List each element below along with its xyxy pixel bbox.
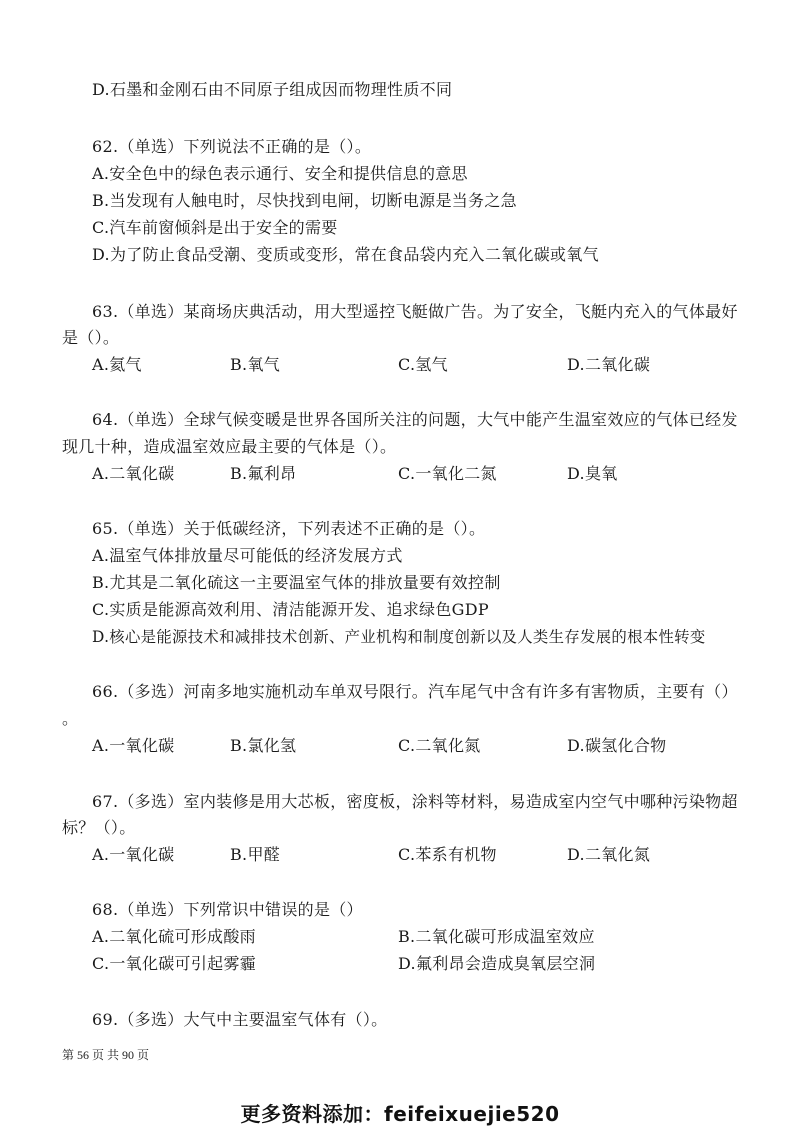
question-66-stem-line1: 66.（多选）河南多地实施机动车单双号限行。汽车尾气中含有许多有害物质，主要有（） (92, 682, 738, 701)
question-68-option-a: A.二氧化硫可形成酸雨 (92, 927, 256, 946)
question-68-stem: 68.（单选）下列常识中错误的是（） (92, 900, 363, 919)
question-62-option-a: A.安全色中的绿色表示通行、安全和提供信息的意思 (92, 164, 468, 183)
question-63-stem-line1: 63.（单选）某商场庆典活动，用大型遥控飞艇做广告。为了安全，飞艇内充入的气体最好 (92, 302, 738, 321)
question-67-stem-line1: 67.（多选）室内装修是用大芯板，密度板，涂料等材料，易造成室内空气中哪种污染物超 (92, 792, 738, 811)
question-67-option-d: D.二氧化氮 (567, 845, 651, 864)
question-64-option-c: C.一氧化二氮 (398, 464, 497, 483)
question-66-option-c: C.二氧化氮 (398, 736, 481, 755)
question-66-option-b: B.氯化氢 (230, 736, 297, 755)
question-64-option-d: D.臭氧 (567, 464, 618, 483)
question-68-option-c: C.一氧化碳可引起雾霾 (92, 954, 257, 973)
question-68-option-d: D.氟利昂会造成臭氧层空洞 (398, 954, 596, 973)
question-67-stem-line2: 标？（）。 (62, 818, 136, 837)
question-65-option-c: C.实质是能源高效利用、清洁能源开发、追求绿色GDP (92, 600, 489, 619)
question-65-option-b: B.尤其是二氧化硫这一主要温室气体的排放量要有效控制 (92, 573, 501, 592)
question-65-stem: 65.（单选）关于低碳经济，下列表述不正确的是（）。 (92, 519, 486, 538)
question-62-option-d: D.为了防止食品受潮、变质或变形，常在食品袋内充入二氧化碳或氧气 (92, 245, 599, 264)
prev-question-option-d: D.石墨和金刚石由不同原子组成因而物理性质不同 (92, 80, 453, 99)
question-64-stem-line2: 现几十种，造成温室效应最主要的气体是（）。 (62, 437, 397, 456)
question-67-option-a: A.一氧化碳 (92, 845, 175, 864)
contact-watermark: 更多资料添加：feifeixuejie520 (240, 1102, 560, 1126)
question-66-option-a: A.一氧化碳 (92, 736, 175, 755)
question-63-option-a: A.氦气 (92, 355, 142, 374)
question-66-option-d: D.碳氢化合物 (567, 736, 667, 755)
question-69-stem: 69.（多选）大气中主要温室气体有（）。 (92, 1010, 388, 1029)
question-62-option-c: C.汽车前窗倾斜是出于安全的需要 (92, 218, 338, 237)
question-64-stem-line1: 64.（单选）全球气候变暖是世界各国所关注的问题，大气中能产生温室效应的气体已经发 (92, 410, 738, 429)
question-68-option-b: B.二氧化碳可形成温室效应 (398, 927, 595, 946)
question-64-option-a: A.二氧化碳 (92, 464, 175, 483)
question-65-option-d: D.核心是能源技术和减排技术创新、产业机构和制度创新以及人类生存发展的根本性转变 (92, 628, 706, 646)
question-62-option-b: B.当发现有人触电时，尽快找到电闸，切断电源是当务之急 (92, 191, 517, 210)
question-66-stem-line2: 。 (62, 709, 79, 728)
question-63-option-b: B.氧气 (230, 355, 281, 374)
question-65-option-a: A.温室气体排放量尽可能低的经济发展方式 (92, 546, 403, 565)
page-number-footer: 第 56 页 共 90 页 (62, 1048, 150, 1062)
question-62-stem: 62.（单选）下列说法不正确的是（）。 (92, 137, 372, 156)
question-64-option-b: B.氟利昂 (230, 464, 297, 483)
question-63-stem-line2: 是（）。 (62, 328, 120, 347)
question-63-option-d: D.二氧化碳 (567, 355, 651, 374)
question-67-option-c: C.苯系有机物 (398, 845, 497, 864)
question-67-option-b: B.甲醛 (230, 845, 281, 864)
question-63-option-c: C.氢气 (398, 355, 448, 374)
